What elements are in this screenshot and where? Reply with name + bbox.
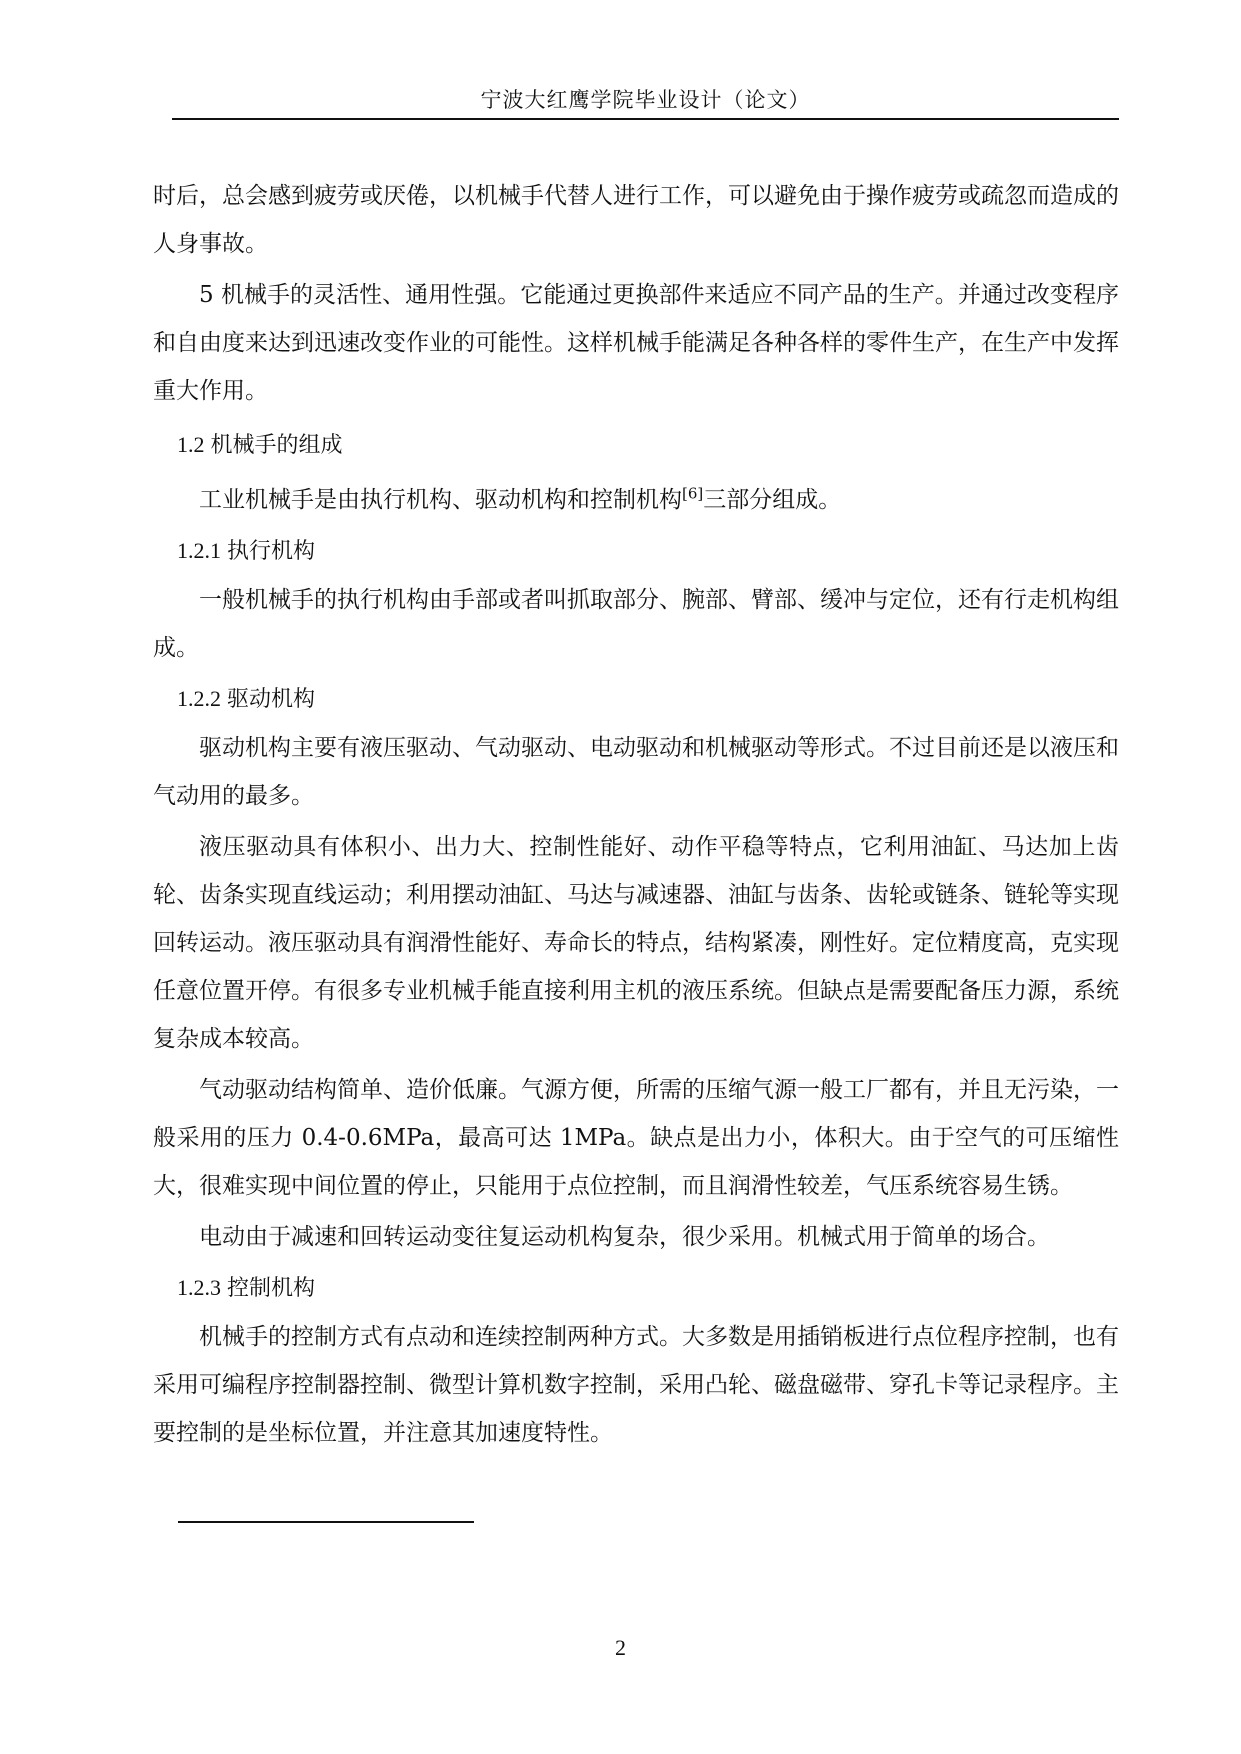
page-number: 2 [615,1635,626,1660]
section-number: 1.2.2 [177,686,221,711]
section-title: 机械手的组成 [210,433,343,458]
section-title: 控制机构 [227,1276,316,1301]
paragraph-composition-intro [153,476,1119,524]
intro-text: 工业机械手是由执行机构、驱动机构和控制机构 [199,487,682,513]
paragraph-hydraulic-drive: 液压驱动具有体积小、出力大、控制性能好、动作平稳等特点，它利用油缸、马达加上齿轮、齿条实现直线运动；利用摆动油缸、马达与减速器、油缸与齿条、齿轮或链条、链轮等实现回转运动。液压驱动具有润滑性能好、寿命长的特点，结构紧凑，刚性好。定位精度高，克实现任意位置开停。有很多专业机械手能直接利用主机的液压系统。但缺点是需要配备压力源，系统复杂成本较高。 [153,834,1119,1052]
section-number: 1.2 [177,432,205,457]
section-heading-1-2-2 [177,675,1119,724]
paragraph-continuation: 时后，总会感到疲劳或厌倦，以机械手代替人进行工作，可以避免由于操作疲劳或疏忽而造成的人身事故。 [153,183,1119,257]
paragraph-electric-drive: 电动由于减速和回转运动变往复运动机构复杂，很少采用。机械式用于简单的场合。 [199,1224,1050,1250]
citation-ref: [6] [682,484,704,503]
paragraph-control-mechanism: 机械手的控制方式有点动和连续控制两种方式。大多数是用插销板进行点位程序控制，也有采用可编程序控制器控制、微型计算机数字控制，采用凸轮、磁盘磁带、穿孔卡等记录程序。主要控制的是坐标位置，并注意其加速度特性。 [153,1324,1119,1446]
paragraph-pneumatic-drive: 气动驱动结构简单、造价低廉。气源方便，所需的压缩气源一般工厂都有，并且无污染，一般采用的压力 0.4-0.6MPa，最高可达 1MPa。缺点是出力小，体积大。由于空气的可压缩性大，很难实现中间位置的停止，只能用于点位控制，而且润滑性较差，气压系统容易生锈。 [153,1077,1119,1199]
footnote-rule [178,1521,474,1523]
section-title: 驱动机构 [227,687,316,712]
section-title: 执行机构 [227,539,316,564]
intro-text-end: 三部分组成。 [703,487,842,513]
running-header: 宁波大红鹰学院毕业设计（论文） [480,88,811,112]
paragraph-executive-mechanism: 一般机械手的执行机构由手部或者叫抓取部分、腕部、臂部、缓冲与定位，还有行走机构组成。 [153,587,1119,661]
header-rule [172,118,1119,120]
section-heading-1-2-3 [177,1264,1119,1313]
section-number: 1.2.3 [177,1275,221,1300]
paragraph-drive-overview: 驱动机构主要有液压驱动、气动驱动、电动驱动和机械驱动等形式。不过目前还是以液压和气动用的最多。 [153,735,1119,809]
section-heading-1-2-1 [177,527,1119,576]
section-heading-1-2 [177,421,1119,470]
body-text [153,172,1119,1460]
section-number: 1.2.1 [177,538,221,563]
paragraph-point-5: 5 机械手的灵活性、通用性强。它能通过更换部件来适应不同产品的生产。并通过改变程序和自由度来达到迅速改变作业的可能性。这样机械手能满足各种各样的零件生产，在生产中发挥重大作用。 [153,282,1119,404]
